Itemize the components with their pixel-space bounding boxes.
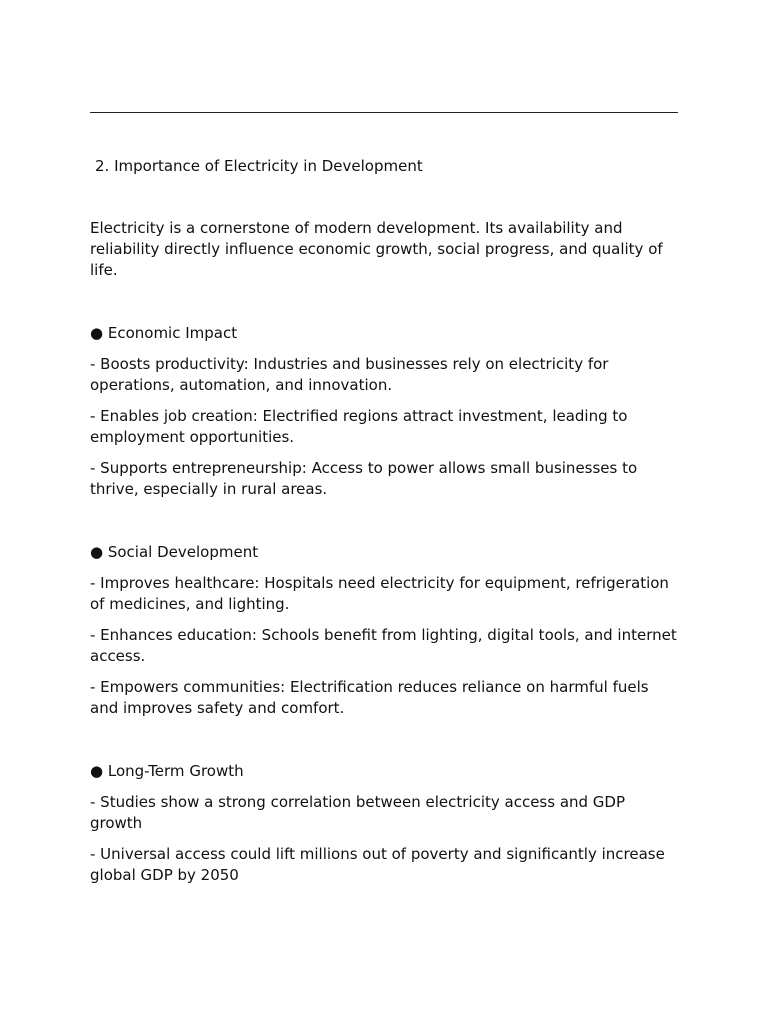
section-title: ● Long-Term Growth (90, 762, 244, 780)
document-body (90, 218, 680, 886)
list-item: - Enhances education: Schools benefit from lighting, digital tools, and internet access. (90, 626, 677, 665)
list-item: - Universal access could lift millions out of poverty and significantly increase global GDP by 2050 (90, 845, 665, 884)
list-item: - Enables job creation: Electrified regions attract investment, leading to employment opportunities. (90, 407, 628, 446)
intro-paragraph: Electricity is a cornerstone of modern development. Its availability and reliability directly influence economic growth, social progress, and quality of life. (90, 219, 663, 279)
horizontal-rule (90, 112, 678, 113)
list-item: - Studies show a strong correlation between electricity access and GDP growth (90, 793, 626, 832)
section-long-term-growth (90, 761, 680, 886)
section-social-development (90, 542, 680, 719)
section-heading: 2. Importance of Electricity in Development (95, 157, 423, 175)
section-title: ● Economic Impact (90, 324, 238, 342)
list-item: - Improves healthcare: Hospitals need electricity for equipment, refrigeration of medicines, and lighting. (90, 574, 669, 613)
list-item: - Boosts productivity: Industries and businesses rely on electricity for operations, automation, and innovation. (90, 355, 609, 394)
section-economic-impact (90, 323, 680, 500)
section-title: ● Social Development (90, 543, 259, 561)
list-item: - Empowers communities: Electrification reduces reliance on harmful fuels and improves safety and comfort. (90, 678, 649, 717)
list-item: - Supports entrepreneurship: Access to power allows small businesses to thrive, especially in rural areas. (90, 459, 638, 498)
